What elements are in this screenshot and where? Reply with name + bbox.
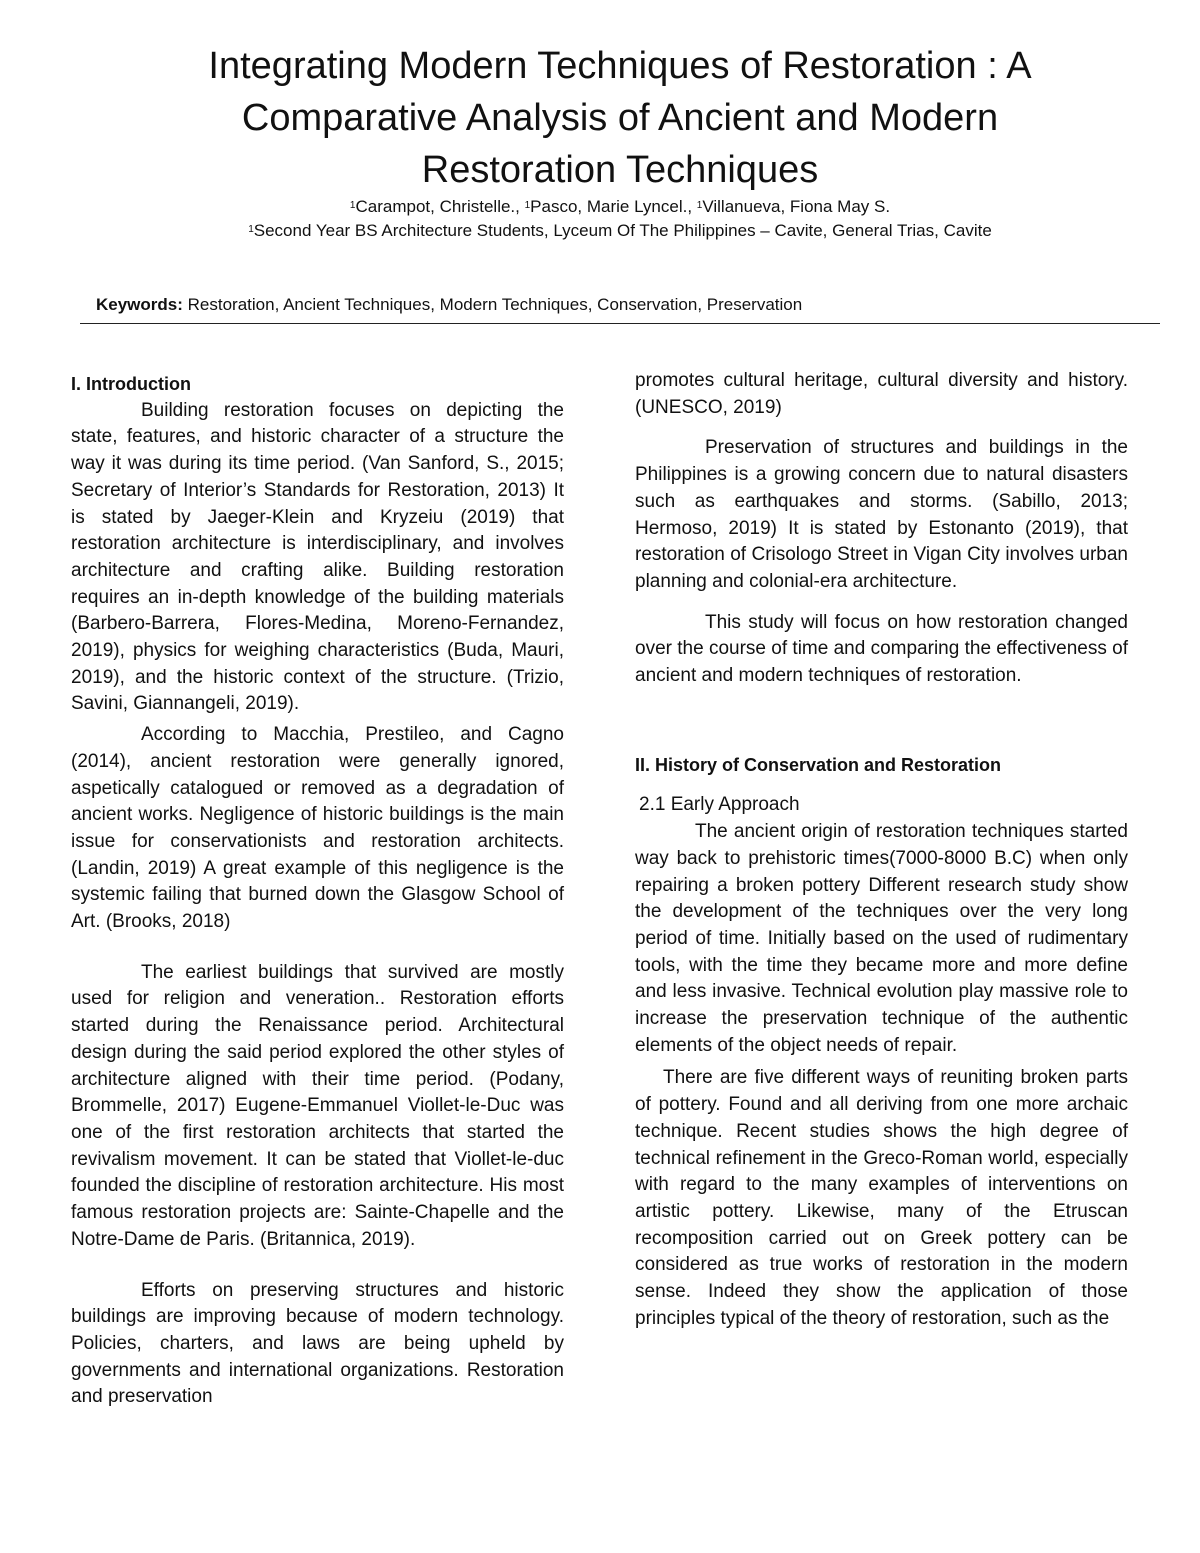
title-line: Restoration Techniques bbox=[421, 149, 819, 191]
section-heading-history: II. History of Conservation and Restoration bbox=[635, 754, 1002, 775]
left-column bbox=[71, 371, 564, 1411]
author-name: Carampot, Christelle., bbox=[355, 197, 525, 216]
title-line: Comparative Analysis of Ancient and Modern bbox=[241, 97, 999, 139]
author-list bbox=[0, 195, 1200, 219]
subsection-heading: 2.1 Early Approach bbox=[639, 794, 800, 816]
paragraph: The ancient origin of restoration techniques started way back to prehistoric times(7000-8000 B.C) when only repairing a broken pottery Different research study show the development of the techniques over the very long period of time. Initially based on the used of rudimentary tools, with the time they became more and more define and less invasive. Technical evolution play massive role to increase the preservation technique of the authentic elements of the object needs of repair. bbox=[635, 821, 1128, 1056]
paragraph: This study will focus on how restoration changed over the course of time and comparing the effectiveness of ancient and modern techniques of restoration. bbox=[635, 611, 1128, 687]
keywords-label: Keywords: bbox=[96, 295, 183, 314]
affiliation-text: Second Year BS Architecture Students, Lyceum Of The Philippines – Cavite, General Trias, Cavite bbox=[253, 221, 992, 240]
header-divider bbox=[80, 323, 1160, 324]
right-column bbox=[635, 368, 1128, 1333]
paragraph: There are five different ways of reuniting broken parts of pottery. Found and all deriving from one more archaic technique. Recent studies shows the high degree of technical refinement in the Greco-Roman world, especially with regard to the many examples of interventions on artistic pottery. Likewise, many of the Etruscan recomposition carried out on Greek pottery can be considered as true works of restoration in the modern sense. Indeed they show the application of those principles typical of the theory of restoration, such as the bbox=[635, 1067, 1128, 1329]
author-sup: 1 bbox=[349, 200, 356, 211]
author-name: Pasco, Marie Lyncel., bbox=[530, 197, 697, 216]
paragraph: Efforts on preserving structures and historic buildings are improving because of modern technology. Policies, charters, and laws are being upheld by governments and international organizations. Restoration and preservation bbox=[71, 1279, 564, 1408]
title-line: Integrating Modern Techniques of Restoration : A bbox=[208, 45, 1032, 87]
affiliation bbox=[0, 219, 1200, 243]
paper-title bbox=[0, 40, 1200, 196]
paragraph: According to Macchia, Prestileo, and Cagno (2014), ancient restoration were generally ignored, aspetically catalogued or removed as a degradation of ancient works. Negligence of historic buildings is the main issue for conservationists and restoration architects. (Landin, 2019) A great example of this negligence is the systemic failing that burned down the Glasgow School of Art. (Brooks, 2018) bbox=[71, 724, 564, 933]
paragraph: Building restoration focuses on depicting the state, features, and historic character of a structure the way it was during its time period. (Van Sanford, S., 2015; Secretary of Interior’s Standards for Restoration, 2013) It is stated by Jaeger-Klein and Kryzeiu (2019) that restoration architecture is interdisciplinary, and involves architecture and crafting alike. Building restoration requires an in-depth knowledge of the building materials (Barbero-Barrera, Flores-Medina, Moreno-Fernandez, 2019), physics for weighing characteristics (Buda, Mauri, 2019), and the historic context of the structure. (Trizio, Savini, Giannangeli, 2019). bbox=[71, 399, 564, 715]
keywords-text: Restoration, Ancient Techniques, Modern Techniques, Conservation, Preservation bbox=[182, 295, 803, 314]
paragraph: promotes cultural heritage, cultural diversity and history. (UNESCO, 2019) bbox=[635, 370, 1128, 418]
section-heading-introduction: I. Introduction bbox=[71, 374, 191, 394]
paragraph: The earliest buildings that survived are mostly used for religion and veneration.. Restoration efforts started during the Renaissance period. Architectural design during the said period explored the other styles of architecture aligned with their time period. (Podany, Brommelle, 2017) Eugene-Emmanuel Viollet-le-Duc was one of the first restoration architects that started the revivalism movement. It can be stated that Viollet-le-duc founded the discipline of restoration architecture. His most famous restoration projects are: Sainte-Chapelle and the Notre-Dame de Paris. (Britannica, 2019). bbox=[71, 961, 564, 1250]
author-sup: 1 bbox=[696, 200, 703, 211]
author-name: Villanueva, Fiona May S. bbox=[702, 197, 891, 216]
keywords bbox=[96, 294, 802, 316]
author-sup: 1 bbox=[524, 200, 531, 211]
paragraph: Preservation of structures and buildings in the Philippines is a growing concern due to natural disasters such as earthquakes and storms. (Sabillo, 2013; Hermoso, 2019) It is stated by Estonanto (2019), that restoration of Crisologo Street in Vigan City involves urban planning and colonial-era architecture. bbox=[635, 437, 1128, 592]
affiliation-sup: 1 bbox=[248, 224, 254, 235]
